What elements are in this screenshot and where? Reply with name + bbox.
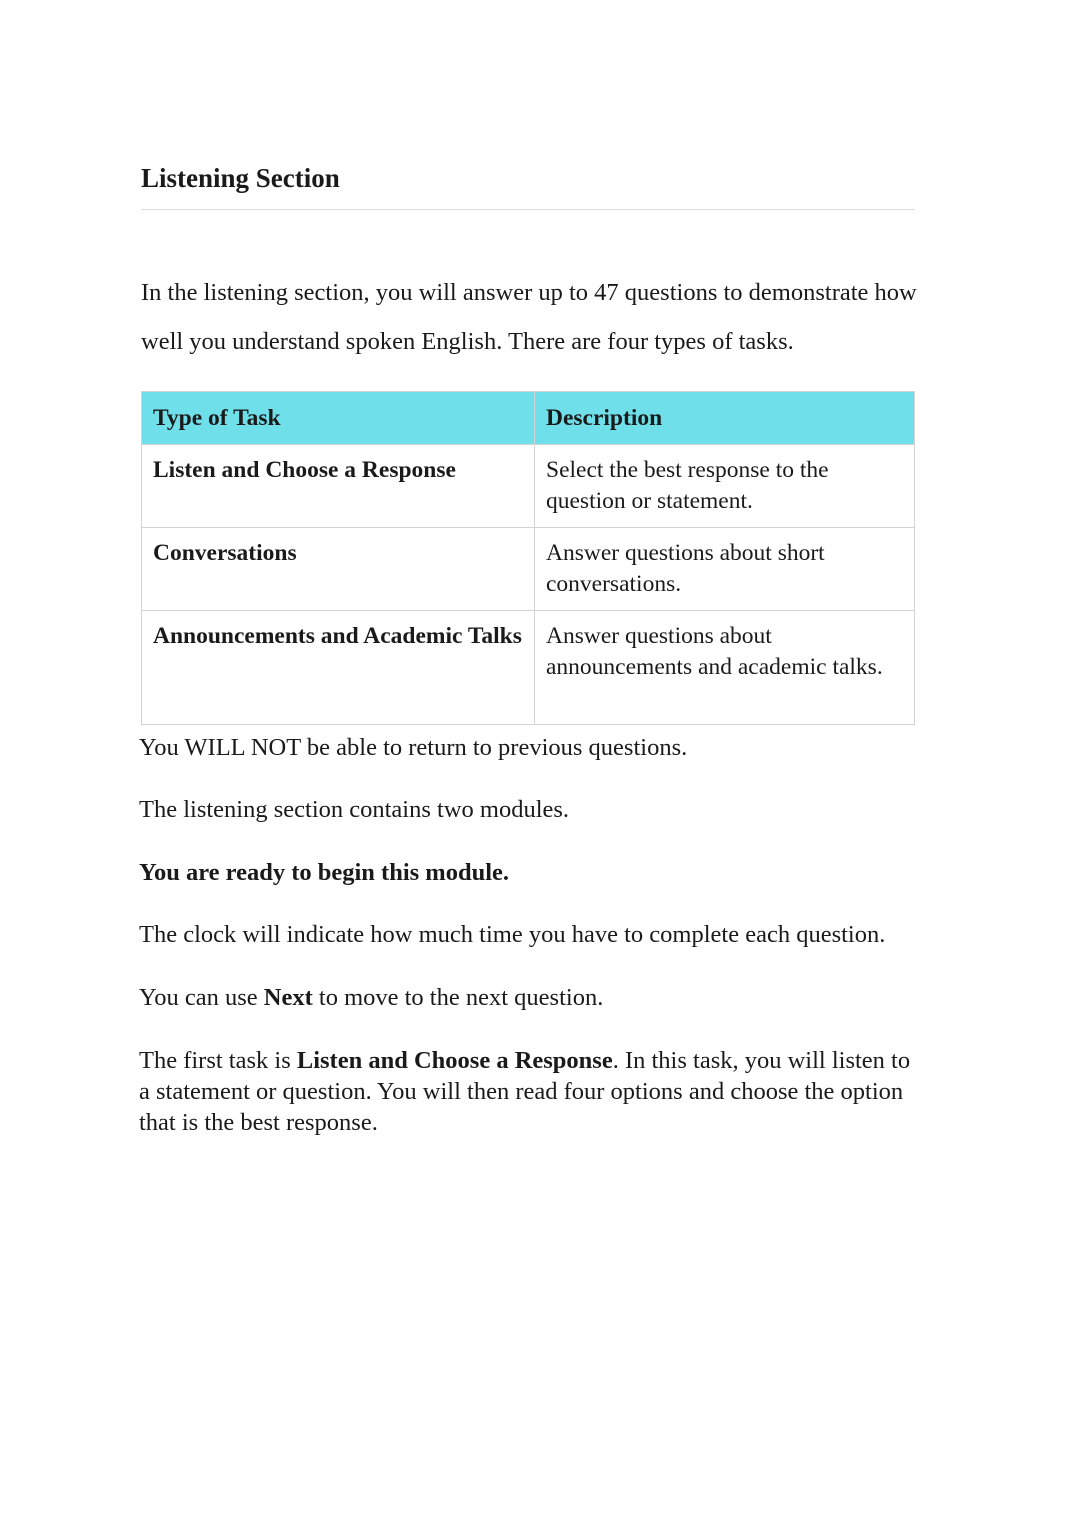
table-row: [142, 528, 915, 611]
first-task-suffix: . In this task, you will listen to a statement or question. You will then read four options and choose the option that is the best response.: [139, 1047, 911, 1136]
table-row: [142, 445, 915, 528]
title-divider: [141, 209, 915, 210]
table-row: [142, 611, 915, 725]
next-note-prefix: You can use: [139, 984, 264, 1011]
next-note: [139, 982, 929, 1013]
task-description: Select the best response to the question or statement.: [535, 445, 915, 528]
task-description: Answer questions about short conversations.: [535, 528, 915, 611]
next-keyword: Next: [263, 984, 313, 1011]
first-task-prefix: The first task is: [139, 1047, 297, 1074]
no-return-note: You WILL NOT be able to return to previous questions.: [139, 734, 688, 761]
header-type-of-task: Type of Task: [142, 392, 535, 445]
task-name: Announcements and Academic Talks: [142, 611, 535, 725]
clock-note: The clock will indicate how much time you have to complete each question.: [139, 921, 886, 948]
first-task-note: [139, 1045, 914, 1138]
first-task-name: Listen and Choose a Response: [296, 1047, 613, 1074]
modules-note: The listening section contains two modules.: [139, 796, 570, 823]
ready-note: You are ready to begin this module.: [139, 859, 510, 886]
task-name: Listen and Choose a Response: [142, 445, 535, 528]
header-description: Description: [535, 392, 915, 445]
page-title: Listening Section: [141, 163, 340, 193]
table-header-row: [142, 392, 915, 445]
task-name: Conversations: [142, 528, 535, 611]
intro-paragraph: In the listening section, you will answer up to 47 questions to demonstrate how well you understand spoken English. There are four types of tasks.: [141, 279, 917, 355]
next-note-suffix: to move to the next question.: [312, 984, 604, 1011]
task-types-table: [141, 391, 915, 725]
task-description: Answer questions about announcements and academic talks.: [535, 611, 915, 725]
